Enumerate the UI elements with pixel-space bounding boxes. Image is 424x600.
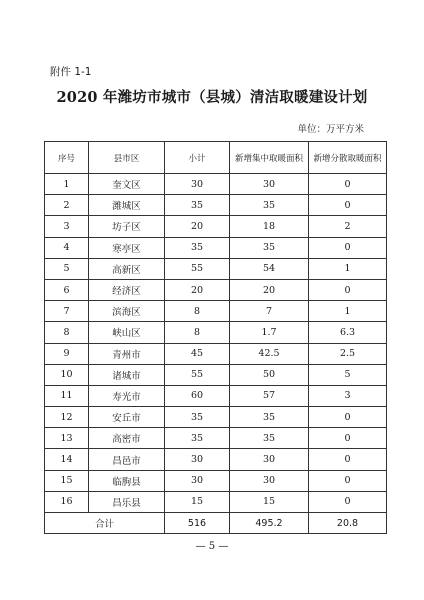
table-row — [45, 322, 387, 343]
cell-row-index: 2 — [45, 195, 89, 216]
cell-region-name: 临朐县 — [89, 470, 165, 491]
heating-plan-table — [44, 141, 387, 534]
table-row — [45, 470, 387, 491]
cell-subtotal: 60 — [165, 385, 230, 406]
page-number: — 5 — — [195, 541, 229, 552]
cell-distributed-area: 2 — [309, 216, 387, 237]
cell-distributed-area: 0 — [309, 237, 387, 258]
table-row — [45, 364, 387, 385]
cell-centralized-area: 35 — [230, 428, 309, 449]
cell-centralized-area: 35 — [230, 195, 309, 216]
table-row — [45, 301, 387, 322]
table-row — [45, 407, 387, 428]
cell-centralized-area: 57 — [230, 385, 309, 406]
cell-subtotal: 35 — [165, 237, 230, 258]
cell-centralized-area: 1.7 — [230, 322, 309, 343]
cell-distributed-area: 1 — [309, 258, 387, 279]
total-subtotal: 516 — [165, 513, 230, 534]
cell-region-name: 昌邑市 — [89, 449, 165, 470]
cell-distributed-area: 0 — [309, 470, 387, 491]
cell-subtotal: 35 — [165, 407, 230, 428]
cell-row-index: 16 — [45, 491, 89, 512]
cell-region-name: 安丘市 — [89, 407, 165, 428]
total-label: 合计 — [45, 513, 165, 534]
cell-distributed-area: 5 — [309, 364, 387, 385]
unit-label: 单位：万平方米 — [297, 124, 364, 135]
cell-row-index: 12 — [45, 407, 89, 428]
table-row — [45, 237, 387, 258]
cell-region-name: 诸城市 — [89, 364, 165, 385]
cell-distributed-area: 1 — [309, 301, 387, 322]
table-row — [45, 385, 387, 406]
column-header: 新增集中取暖面积 — [230, 142, 309, 174]
cell-distributed-area: 0 — [309, 428, 387, 449]
column-header: 县市区 — [89, 142, 165, 174]
cell-subtotal: 8 — [165, 322, 230, 343]
cell-centralized-area: 42.5 — [230, 343, 309, 364]
cell-row-index: 3 — [45, 216, 89, 237]
column-header: 新增分散取暖面积 — [309, 142, 387, 174]
cell-row-index: 14 — [45, 449, 89, 470]
cell-distributed-area: 0 — [309, 195, 387, 216]
table-row — [45, 343, 387, 364]
table-row — [45, 195, 387, 216]
cell-row-index: 5 — [45, 258, 89, 279]
cell-region-name: 青州市 — [89, 343, 165, 364]
cell-centralized-area: 30 — [230, 174, 309, 195]
cell-distributed-area: 6.3 — [309, 322, 387, 343]
cell-subtotal: 35 — [165, 428, 230, 449]
cell-subtotal: 20 — [165, 279, 230, 300]
cell-centralized-area: 30 — [230, 449, 309, 470]
table-row — [45, 428, 387, 449]
cell-region-name: 高新区 — [89, 258, 165, 279]
cell-distributed-area: 0 — [309, 279, 387, 300]
cell-centralized-area: 35 — [230, 407, 309, 428]
table-row — [45, 279, 387, 300]
cell-region-name: 坊子区 — [89, 216, 165, 237]
cell-region-name: 滨海区 — [89, 301, 165, 322]
cell-row-index: 10 — [45, 364, 89, 385]
cell-subtotal: 8 — [165, 301, 230, 322]
cell-centralized-area: 30 — [230, 470, 309, 491]
cell-subtotal: 20 — [165, 216, 230, 237]
table-row — [45, 174, 387, 195]
cell-subtotal: 55 — [165, 258, 230, 279]
cell-region-name: 奎文区 — [89, 174, 165, 195]
cell-centralized-area: 54 — [230, 258, 309, 279]
table-row — [45, 491, 387, 512]
cell-row-index: 6 — [45, 279, 89, 300]
attachment-label: 附件 1-1 — [50, 66, 92, 78]
cell-distributed-area: 0 — [309, 174, 387, 195]
cell-row-index: 8 — [45, 322, 89, 343]
total-row — [45, 513, 387, 534]
total-centralized: 495.2 — [230, 513, 309, 534]
cell-centralized-area: 50 — [230, 364, 309, 385]
cell-centralized-area: 7 — [230, 301, 309, 322]
cell-row-index: 15 — [45, 470, 89, 491]
cell-region-name: 潍城区 — [89, 195, 165, 216]
cell-distributed-area: 0 — [309, 449, 387, 470]
cell-subtotal: 35 — [165, 195, 230, 216]
total-distributed: 20.8 — [309, 513, 387, 534]
cell-row-index: 13 — [45, 428, 89, 449]
cell-row-index: 7 — [45, 301, 89, 322]
cell-centralized-area: 20 — [230, 279, 309, 300]
cell-row-index: 4 — [45, 237, 89, 258]
cell-distributed-area: 2.5 — [309, 343, 387, 364]
cell-region-name: 昌乐县 — [89, 491, 165, 512]
cell-centralized-area: 35 — [230, 237, 309, 258]
cell-row-index: 11 — [45, 385, 89, 406]
document-title: 2020 年潍坊市城市（县城）清洁取暖建设计划 — [56, 89, 368, 106]
cell-region-name: 峡山区 — [89, 322, 165, 343]
cell-region-name: 寒亭区 — [89, 237, 165, 258]
table-header-row — [45, 142, 387, 174]
cell-region-name: 寿光市 — [89, 385, 165, 406]
cell-subtotal: 55 — [165, 364, 230, 385]
cell-subtotal: 30 — [165, 470, 230, 491]
column-header: 小计 — [165, 142, 230, 174]
cell-subtotal: 15 — [165, 491, 230, 512]
cell-subtotal: 30 — [165, 449, 230, 470]
cell-region-name: 经济区 — [89, 279, 165, 300]
cell-subtotal: 30 — [165, 174, 230, 195]
cell-distributed-area: 0 — [309, 407, 387, 428]
table-row — [45, 216, 387, 237]
cell-row-index: 1 — [45, 174, 89, 195]
table-row — [45, 449, 387, 470]
cell-distributed-area: 3 — [309, 385, 387, 406]
cell-distributed-area: 0 — [309, 491, 387, 512]
column-header: 序号 — [45, 142, 89, 174]
cell-centralized-area: 18 — [230, 216, 309, 237]
table-row — [45, 258, 387, 279]
cell-region-name: 高密市 — [89, 428, 165, 449]
cell-row-index: 9 — [45, 343, 89, 364]
cell-centralized-area: 15 — [230, 491, 309, 512]
cell-subtotal: 45 — [165, 343, 230, 364]
